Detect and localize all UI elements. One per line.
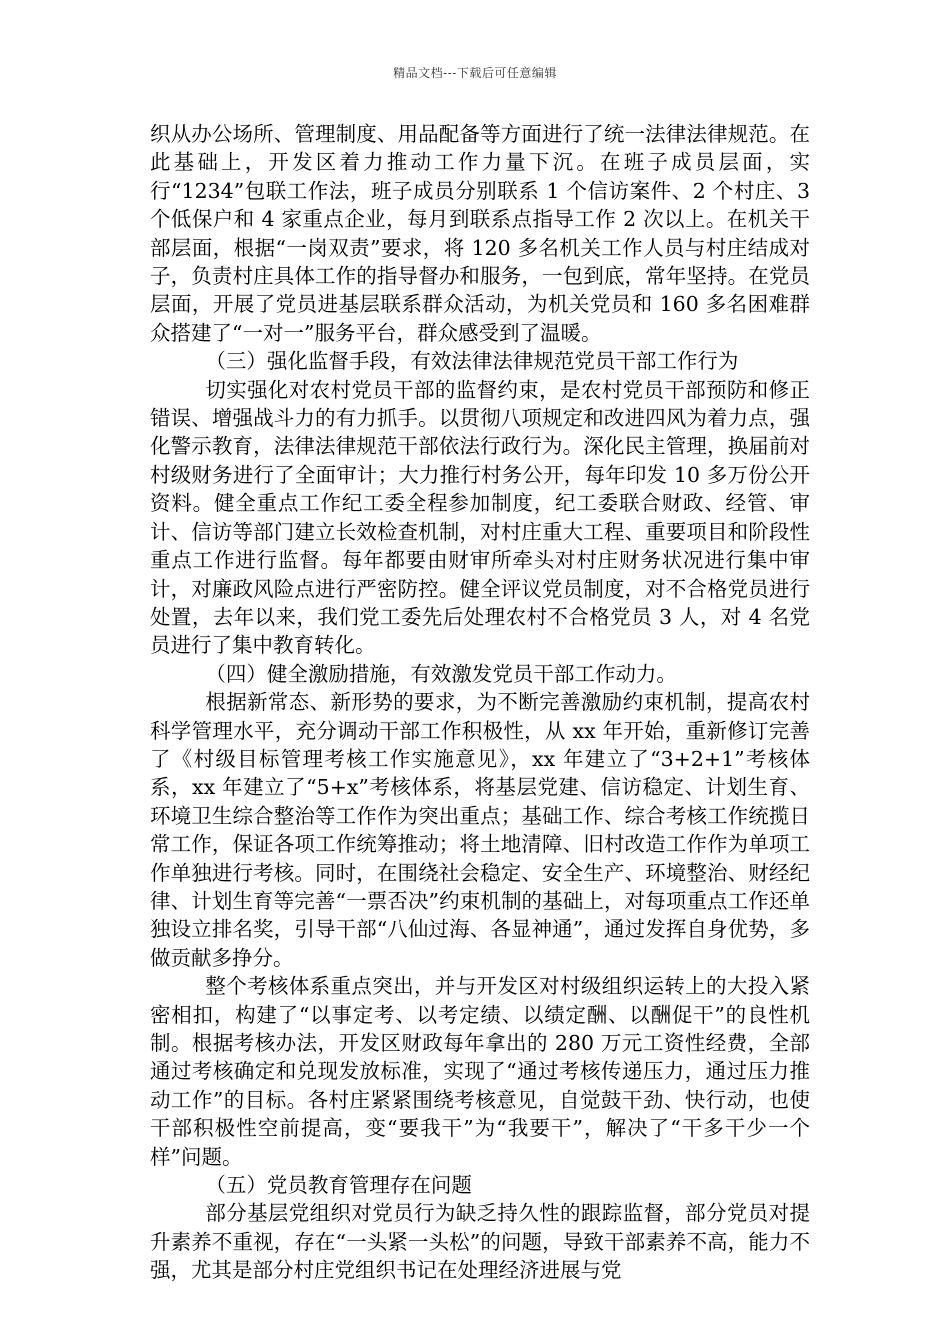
paragraph-continuation: 织从办公场所、管理制度、用品配备等方面进行了统一法律法律规范。在此基础上，开发区着力推动工作力量下沉。在班子成员层面，实行“1234”包联工作法，班子成员分别联系 1 个信访案件、2 个村庄、3 个低保户和 4 家重点企业，每月到联系点指导工作 2 次以上。在机关干部层面，根据“一岗双责”要求，将 120 多名机关工作人员与村庄结成对子，负责村庄具体工作的指导督办和服务，一包到底，常年坚持。在党员层面，开展了党员进基层联系群众活动，为机关党员和 160 多名困难群众搭建了“一对一”服务平台，群众感受到了温暖。 (150, 122, 810, 345)
page-header: 精品文档---下载后可任意编辑 (393, 66, 557, 80)
paragraph-assessment-system: 整个考核体系重点突出，并与开发区对村级组织运转上的大投入紧密相扣，构建了“以事定考、以考定绩、以绩定酬、以酬促干”的良性机制。根据考核办法，开发区财政每年拿出的 280 万元工资性经费，全部通过考核确定和兑现发放标准，实现了“通过考核传递压力，通过压力推动工作”的目标。各村庄紧紧围绕考核意见，自觉鼓干劲、快行动，也使干部积极性空前提高，变“要我干”为“我要干”，解决了“干多干少一个样”问题。 (150, 974, 810, 1169)
paragraph-problems: 部分基层党组织对党员行为缺乏持久性的跟踪监督，部分党员对提升素养不重视，存在“一头紧一头松”的问题，导致干部素养不高，能力不强，尤其是部分村庄党组织书记在处理经济进展与党 (150, 1201, 810, 1283)
section-heading-5: （五）党员教育管理存在问题 (205, 1173, 472, 1198)
paragraph-supervision: 切实强化对农村党员干部的监督约束，是农村党员干部预防和修正错误、增强战斗力的有力抓手。以贯彻八项规定和改进四风为着力点，强化警示教育，法律法律规范干部依法行政行为。深化民主管理，换届前对村级财务进行了全面审计；大力推行村务公开，每年印发 10 多万份公开资料。健全重点工作纪工委全程参加制度，纪工委联合财政、经管、审计、信访等部门建立长效检查机制，对村庄重大工程、重要项目和阶段性重点工作进行监督。每年都要由财审所牵头对村庄财务状况进行集中审计，对廉政风险点进行严密防控。健全评议党员制度，对不合格党员进行处置，去年以来，我们党工委先后处理农村不合格党员 3 人，对 4 名党员进行了集中教育转化。 (150, 377, 810, 658)
paragraph-incentives: 根据新常态、新形势的要求，为不断完善激励约束机制，提高农村科学管理水平，充分调动干部工作积极性，从 xx 年开始，重新修订完善了《村级目标管理考核工作实施意见》，xx 年建立了“3+2+1”考核体系，xx 年建立了“5+x”考核体系，将基层党建、信访稳定、计划生育、环境卫生综合整治等工作作为突出重点；基础工作、综合考核工作统揽日常工作，保证各项工作统筹推动；将土地清障、旧村改造工作作为单项工作单独进行考核。同时，在围绕社会稳定、安全生产、环境整治、财经纪律、计划生育等完善“一票否决”约束机制的基础上，对每项重点工作还单独设立排名奖，引导干部“八仙过海、各显神通”，通过发挥自身优势，多做贡献多挣分。 (150, 690, 810, 970)
section-heading-4: （四）健全激励措施，有效激发党员干部工作动力。 (205, 661, 677, 686)
section-heading-3: （三）强化监督手段，有效法律法律规范党员干部工作行为 (205, 349, 739, 374)
document-body (150, 120, 810, 1285)
